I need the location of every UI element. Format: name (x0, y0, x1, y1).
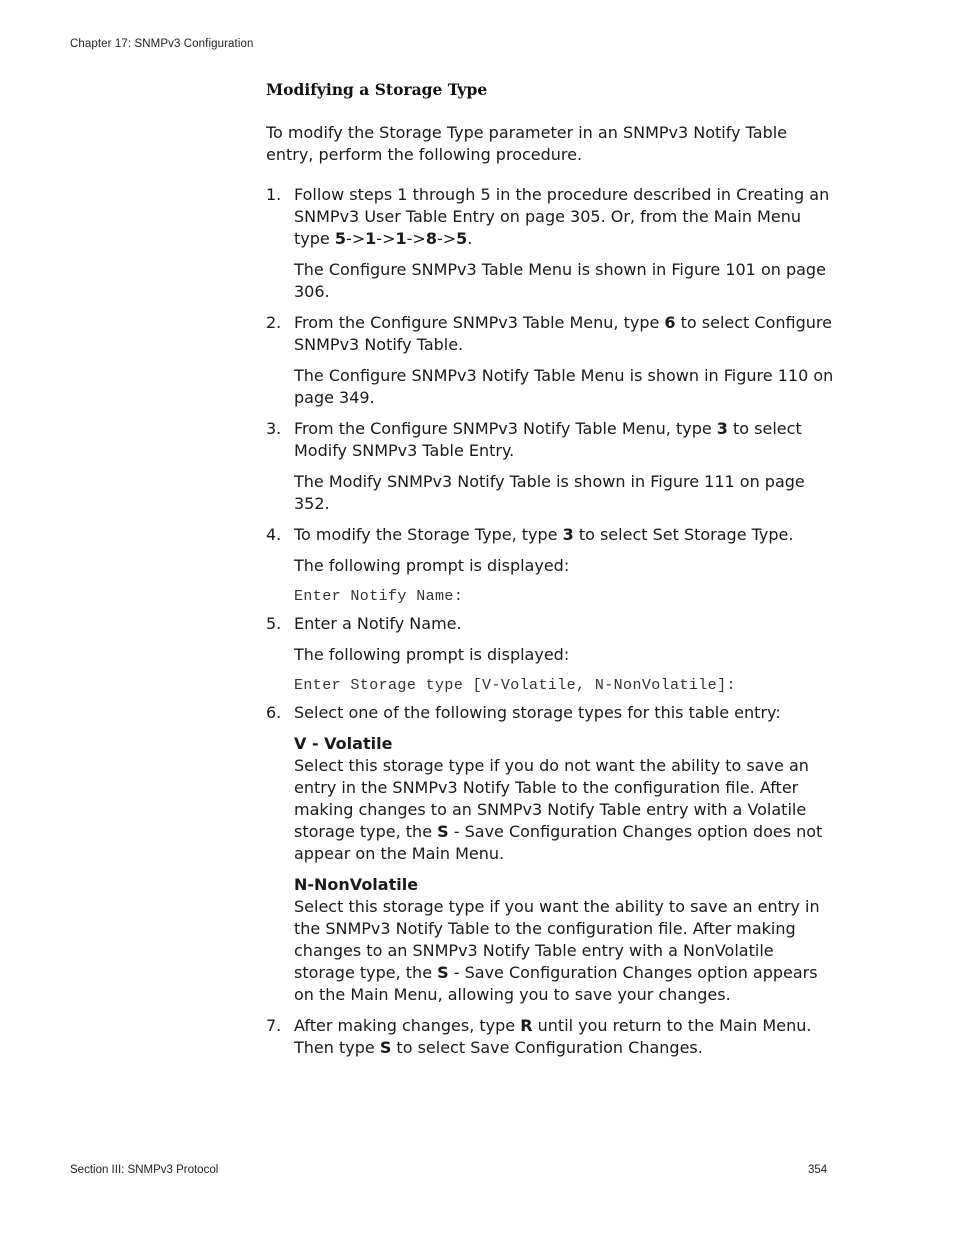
step-number: 7. (266, 1016, 282, 1035)
menu-path-key: 8 (425, 229, 437, 248)
step-5 (266, 613, 836, 635)
page-number: 354 (808, 1164, 828, 1176)
section-title: Modifying a Storage Type (266, 80, 488, 99)
key-label: R (520, 1016, 533, 1035)
step-text-part: From the Configure SNMPv3 Table Menu, type (294, 313, 665, 332)
running-header: Chapter 17: SNMPv3 Configuration (70, 38, 254, 50)
step-note: The Configure SNMPv3 Table Menu is shown in Figure 101 on page 306. (294, 260, 826, 301)
storage-option-volatile (294, 733, 836, 865)
step-note: The following prompt is displayed: (294, 556, 570, 575)
step-2 (266, 312, 836, 356)
step-number: 2. (266, 313, 282, 332)
option-text: - Save Configuration Changes option appears on the Main Menu, allowing you to save your changes. (294, 963, 818, 1004)
footer-section: Section III: SNMPv3 Protocol (70, 1164, 219, 1176)
step-text-part: After making changes, type (294, 1016, 521, 1035)
step-text (294, 312, 836, 356)
main-content (266, 78, 836, 1059)
step-text (294, 418, 836, 462)
step-1 (266, 184, 836, 250)
step-note: The Modify SNMPv3 Notify Table is shown in Figure 111 on page 352. (294, 472, 805, 513)
step-text-part: Follow steps 1 through 5 in the procedure described in Creating an SNMPv3 User Table Entry on page 305. Or, from the Main Menu type (294, 185, 830, 248)
menu-path-arrow: -> (345, 229, 366, 248)
step-text-part: to select Save Configuration Changes. (391, 1038, 703, 1057)
step-text (294, 1015, 836, 1059)
step-text (294, 184, 836, 250)
step-note: The Configure SNMPv3 Notify Table Menu is shown in Figure 110 on page 349. (294, 366, 834, 407)
step-text-part: From the Configure SNMPv3 Notify Table Menu, type (294, 419, 717, 438)
step-number: 1. (266, 185, 282, 204)
step-note: The following prompt is displayed: (294, 645, 570, 664)
key-label: S (379, 1038, 392, 1057)
intro-paragraph: To modify the Storage Type parameter in an SNMPv3 Notify Table entry, perform the following procedure. (266, 123, 788, 164)
step-number: 5. (266, 614, 282, 633)
step-text-part: until you return to the Main Menu. Then type (294, 1016, 812, 1057)
step-number: 4. (266, 525, 282, 544)
step-text-part: . (467, 229, 473, 248)
option-text: Select this storage type if you do not want the ability to save an entry in the SNMPv3 Notify Table to the configuration file. After making changes to an SNMPv3 Notify Table entry with a Volatile storage type, the (294, 756, 809, 841)
storage-option-nonvolatile (294, 874, 836, 1006)
option-heading: N-NonVolatile (294, 875, 419, 894)
menu-path-arrow: -> (406, 229, 426, 248)
step-text-part: To modify the Storage Type, type (294, 525, 563, 544)
step-text: Select one of the following storage types for this table entry: (294, 703, 781, 722)
option-text: - Save Configuration Changes option does not appear on the Main Menu. (294, 822, 823, 863)
step-text-part: to select Modify SNMPv3 Table Entry. (294, 419, 802, 460)
step-text-part: to select Configure SNMPv3 Notify Table. (294, 313, 832, 354)
key-label: 3 (562, 525, 574, 544)
menu-path-arrow: -> (376, 229, 396, 248)
step-4 (266, 524, 836, 546)
menu-path-key: 5 (456, 229, 468, 248)
menu-path-key: 5 (334, 229, 346, 248)
menu-path-key: 1 (365, 229, 377, 248)
key-label: 3 (716, 419, 728, 438)
step-number: 3. (266, 419, 282, 438)
step-6 (266, 702, 836, 724)
step-3 (266, 418, 836, 462)
key-label: 6 (664, 313, 676, 332)
step-text-part: to select Set Storage Type. (573, 525, 794, 544)
step-7 (266, 1015, 836, 1059)
menu-path-arrow: -> (436, 229, 457, 248)
step-text: Enter a Notify Name. (294, 614, 462, 633)
key-label: S (437, 963, 449, 982)
prompt-code: Enter Storage type [V-Volatile, N-NonVolatile]: (294, 677, 736, 694)
option-text: Select this storage type if you want the ability to save an entry in the SNMPv3 Notify Table to the configuration file. After making changes to an SNMPv3 Notify Table entry with a NonVolatile storage type, the (294, 897, 820, 982)
key-label: S (437, 822, 449, 841)
menu-path-key: 1 (395, 229, 407, 248)
step-number: 6. (266, 703, 282, 722)
step-text (294, 524, 836, 546)
prompt-code: Enter Notify Name: (294, 588, 464, 605)
option-heading: V - Volatile (294, 734, 393, 753)
